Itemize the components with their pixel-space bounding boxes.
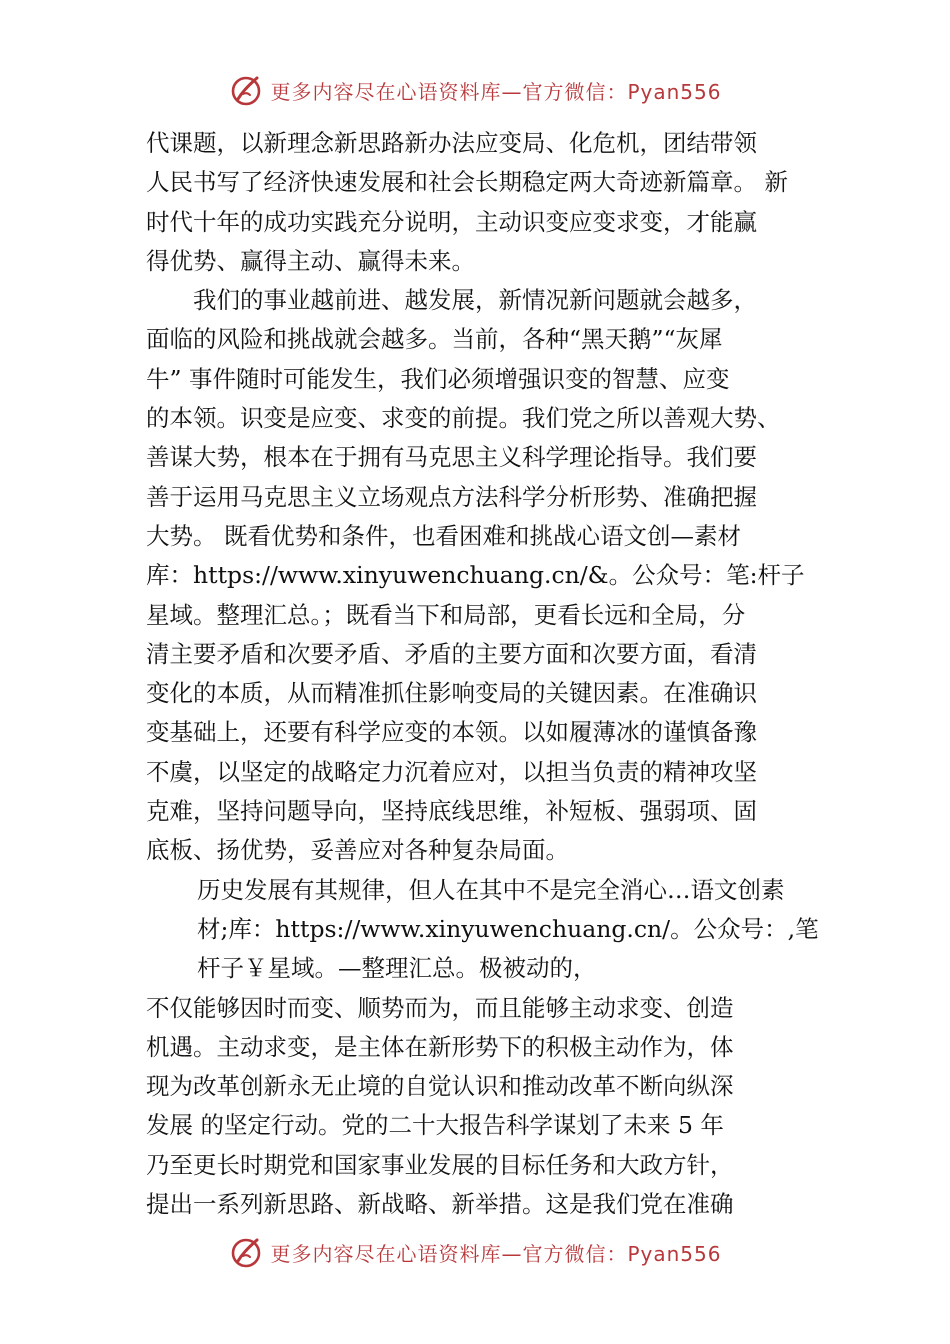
article-body — [146, 124, 819, 1224]
text-line: 杆子￥星域。—整理汇总。极被动的， — [197, 954, 597, 983]
text-line: 得优势、赢得主动、赢得未来。 — [146, 246, 475, 275]
header-banner-text: 更多内容尽在心语资料库—官方微信：Pyan556 — [270, 79, 722, 104]
text-line: 乃至更长时期党和国家事业发展的目标任务和大政方针， — [146, 1150, 734, 1179]
text-line: 变基础上，还要有科学应变的本领。以如履薄冰的谨慎备豫 — [146, 718, 757, 747]
text-line: 克难，坚持问题导向，坚持底线思维，补短板、强弱项、固 — [146, 797, 757, 826]
footer-watermark-banner — [0, 1232, 950, 1272]
text-line: 代课题，以新理念新思路新办法应变局、化危机，团结带领 — [146, 129, 757, 157]
text-line: 人民书写了经济快速发展和社会长期稳定两大奇迹新篇章。 新 — [146, 168, 788, 197]
text-line: 大势。 既看优势和条件，也看困难和挑战心语文创—素材 — [146, 521, 741, 550]
text-line: 时代十年的成功实践充分说明，主动识变应变求变，才能赢 — [146, 207, 757, 236]
text-line: 现为改革创新永无止境的自觉认识和推动改革不断向纵深 — [146, 1072, 734, 1101]
text-line: 变化的本质，从而精准抓住影响变局的关键因素。在准确识 — [146, 679, 757, 708]
text-line: 历史发展有其规律，但人在其中不是完全消心…语文创素 — [197, 875, 785, 904]
footer-banner-text: 更多内容尽在心语资料库—官方微信：Pyan556 — [270, 1241, 722, 1266]
paragraph-2 — [146, 281, 811, 870]
text-line: 提出一系列新思路、新战略、新举措。这是我们党在准确 — [146, 1190, 734, 1219]
text-line: 底板、扬优势，妥善应对各种复杂局面。 — [146, 836, 569, 865]
text-line: 善于运用马克思主义立场观点方法科学分析形势、准确把握 — [146, 482, 757, 511]
text-line: 材;库：https://www.xinyuwenchuang.cn/。公众号：,笔 — [197, 914, 819, 943]
text-line: 面临的风险和挑战就会越多。当前，各种“黑天鹅”“灰犀 — [146, 325, 723, 354]
brush-logo-icon — [228, 72, 264, 108]
text-line: 我们的事业越前进、越发展，新情况新问题就会越多， — [193, 286, 757, 315]
paragraph-4 — [146, 989, 811, 1225]
brush-logo-icon — [228, 1234, 264, 1270]
text-line: 不仅能够因时而变、顺势而为，而且能够主动求变、创造 — [146, 993, 734, 1022]
paragraph-1 — [146, 124, 811, 281]
text-line: 机遇。主动求变，是主体在新形势下的积极主动作为，体 — [146, 1032, 734, 1061]
text-line: 的本领。识变是应变、求变的前提。我们党之所以善观大势、 — [146, 404, 781, 433]
text-line: 清主要矛盾和次要矛盾、矛盾的主要方面和次要方面，看清 — [146, 639, 757, 668]
text-line: 库：https://www.xinyuwenchuang.cn/&。公众号：笔:杆子 — [146, 561, 805, 590]
text-line: 善谋大势，根本在于拥有马克思主义科学理论指导。我们要 — [146, 443, 757, 472]
text-line: 牛” 事件随时可能发生，我们必须增强识变的智慧、应变 — [146, 364, 730, 393]
text-line: 星域。整理汇总。；既看当下和局部，更看长远和全局，分 — [146, 600, 746, 629]
paragraph-3-indented-block — [146, 871, 837, 989]
text-line: 不虞，以坚定的战略定力沉着应对，以担当负责的精神攻坚 — [146, 757, 757, 786]
text-line: 发展 的坚定行动。党的二十大报告科学谋划了未来 5 年 — [146, 1111, 724, 1140]
header-watermark-banner — [0, 70, 950, 110]
